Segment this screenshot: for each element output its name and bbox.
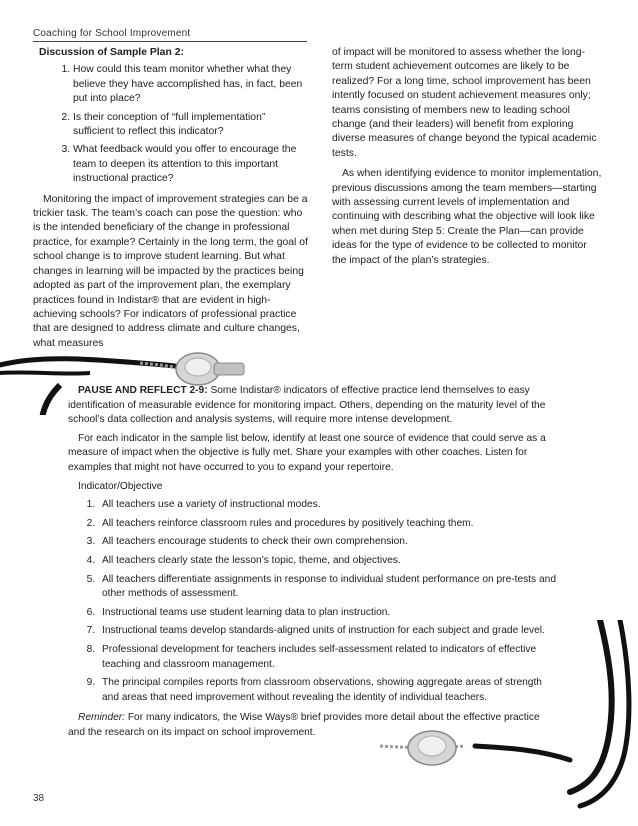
- question-item: 3. What feedback would you offer to encourage the team to deepen its attention to this important instructional practice?: [73, 143, 311, 186]
- indicator-item: 5. All teachers differentiate assignments in response to individual student performance on pre-tests and other methods of assessment.: [98, 573, 556, 602]
- discussion-questions: [33, 63, 311, 186]
- body-paragraph: As when identifying evidence to monitor implementation, previous discussions among the team members—starting with assessing current levels of implementation and continuing with describing what the objective will look like when met during Step 5: Create the Plan—can provide ideas for the type of evidence to be collected to monitor the impact of the plan’s strategies.: [332, 168, 602, 266]
- whistle-bottom-icon: [380, 620, 638, 810]
- page-number: 38: [33, 793, 45, 804]
- indicator-item: 8. Professional development for teachers includes self-assessment related to indicators of effective teaching and classroom management.: [98, 643, 556, 672]
- reminder-text: For many indicators, the Wise Ways® brief provides more detail about the effective practice and the research on its impact on school improvement.: [68, 712, 540, 738]
- body-paragraph: Monitoring the impact of improvement strategies can be a trickier task. The team’s coach can pose the question: who is the intended beneficiary of the change in professional practice, for example? Certainly in the long term, the goal of school change is to improve student learning. But what changes in learning will be impacted by the practices being adopted as part of the improvement plan, the exemplary practices found in Indistar® that are evident in high-achieving schools? For indicators of professional practice that are designed to address climate and culture changes, what measures: [33, 193, 308, 349]
- running-head: Coaching for School Improvement: [33, 28, 191, 39]
- reminder-label: Reminder:: [78, 712, 125, 724]
- left-column: [33, 46, 311, 351]
- right-column: [332, 46, 604, 268]
- section-title: Discussion of Sample Plan 2:: [39, 47, 184, 58]
- indicator-item: 1. All teachers use a variety of instructional modes.: [98, 498, 556, 513]
- indicator-heading: Indicator/Objective: [78, 480, 163, 492]
- reflect-intro: Some Indistar® indicators of effective practice lend themselves to easy identification of measurable evidence for monitoring impact. Others, depending on the maturity level of the school’s data collection and analysis systems, will require more intense development.: [68, 385, 546, 426]
- reflect-instructions: For each indicator in the sample list below, identify at least one source of evidence that could serve as a measure of impact when the objective is fully met. Share your examples with other coaches. Listen for examples that might not have occurred to you to expand your repertoire.: [68, 432, 546, 473]
- question-item: 2. Is their conception of “full implementation” sufficient to reflect this indicator?: [73, 111, 311, 140]
- question-item: 1. How could this team monitor whether what they believe they have accomplished has, in fact, been put into place?: [73, 63, 311, 106]
- indicator-item: 4. All teachers clearly state the lesson’s topic, theme, and objectives.: [98, 554, 556, 569]
- header-rule: [33, 41, 307, 42]
- indicator-item: 2. All teachers reinforce classroom rules and procedures by positively teaching them.: [98, 517, 556, 532]
- indicator-item: 7. Instructional teams develop standards-aligned units of instruction for each subject and grade level.: [98, 624, 556, 639]
- indicator-item: 3. All teachers encourage students to check their own comprehension.: [98, 535, 556, 550]
- indicator-item: 9. The principal compiles reports from classroom observations, showing aggregate areas of strength and areas that need improvement without revealing the identity of individual teachers.: [98, 676, 556, 705]
- body-paragraph: of impact will be monitored to assess whether the long-term student achievement outcomes are likely to be realized? For a long time, school improvement has been intently focused on student achievement measures only; teams consisting of members new to leading school change (and their leaders) will benefit from exploring diverse measures of change beyond the typical academic tests.: [332, 47, 597, 159]
- indicator-item: 6. Instructional teams use student learning data to plan instruction.: [98, 606, 556, 621]
- reflect-lead: PAUSE AND REFLECT 2-9:: [78, 385, 208, 396]
